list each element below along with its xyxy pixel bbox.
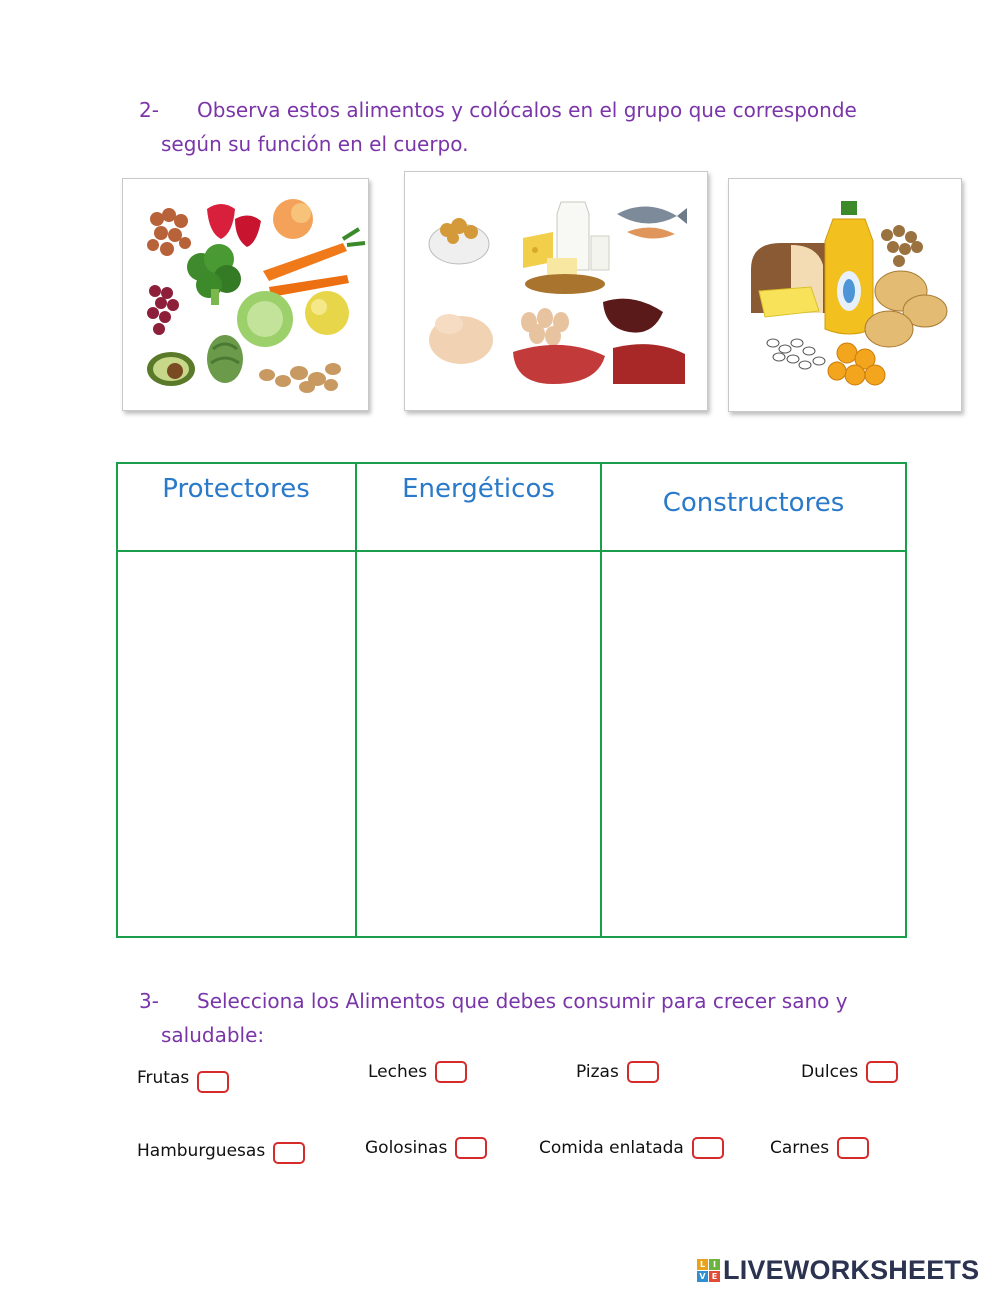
question-2-line1: Observa estos alimentos y colócalos en el grupo que corresponde <box>197 98 857 122</box>
option-label: Pizas <box>576 1062 619 1082</box>
option-leches <box>368 1061 467 1083</box>
option-carnes <box>770 1137 869 1159</box>
logo-letter: L <box>697 1259 708 1270</box>
image-proteins <box>404 171 708 411</box>
image-fruits-vegetables <box>122 178 369 411</box>
option-comida-enlatada <box>539 1137 724 1159</box>
question-2-number: 2- <box>139 98 159 122</box>
question-2-line2: según su función en el cuerpo. <box>161 132 469 156</box>
classification-table <box>116 462 907 938</box>
option-label: Carnes <box>770 1138 830 1158</box>
option-golosinas <box>365 1137 487 1159</box>
question-3-line1: Selecciona los Alimentos que debes consumir para crecer sano y <box>197 989 848 1013</box>
option-dulces <box>801 1061 898 1083</box>
checkbox-frutas[interactable] <box>197 1071 229 1093</box>
logo-letter: V <box>697 1271 708 1282</box>
drop-zone-protectores[interactable] <box>118 552 355 936</box>
liveworksheets-logo <box>697 1255 979 1285</box>
checkbox-dulces[interactable] <box>866 1061 898 1083</box>
checkbox-carnes[interactable] <box>837 1137 869 1159</box>
checkbox-leches[interactable] <box>435 1061 467 1083</box>
option-label: Leches <box>368 1062 428 1082</box>
option-pizas <box>576 1061 659 1083</box>
drop-zone-constructores[interactable] <box>602 552 905 936</box>
logo-wordmark: LIVEWORKSHEETS <box>723 1254 980 1285</box>
checkbox-comida-enlatada[interactable] <box>692 1137 724 1159</box>
question-3 <box>139 984 939 1052</box>
option-label: Hamburguesas <box>137 1141 266 1161</box>
logo-mark-icon <box>697 1259 720 1282</box>
option-frutas <box>137 1063 229 1093</box>
question-3-line2: saludable: <box>161 1023 265 1047</box>
image-energy-foods <box>728 178 962 412</box>
header-energeticos: Energéticos <box>402 474 555 504</box>
logo-letter: E <box>709 1271 720 1282</box>
option-label: Dulces <box>801 1062 859 1082</box>
checkbox-hamburguesas[interactable] <box>273 1142 305 1164</box>
question-3-number: 3- <box>139 989 159 1013</box>
logo-letter: I <box>709 1259 720 1270</box>
header-constructores: Constructores <box>662 488 845 518</box>
checkbox-golosinas[interactable] <box>455 1137 487 1159</box>
header-protectores: Protectores <box>162 474 310 504</box>
option-label: Frutas <box>137 1068 190 1088</box>
option-hamburguesas <box>137 1138 305 1164</box>
question-2 <box>139 93 939 161</box>
option-label: Golosinas <box>365 1138 448 1158</box>
drop-zone-energeticos[interactable] <box>357 552 600 936</box>
option-label: Comida enlatada <box>539 1138 684 1158</box>
checkbox-pizas[interactable] <box>627 1061 659 1083</box>
